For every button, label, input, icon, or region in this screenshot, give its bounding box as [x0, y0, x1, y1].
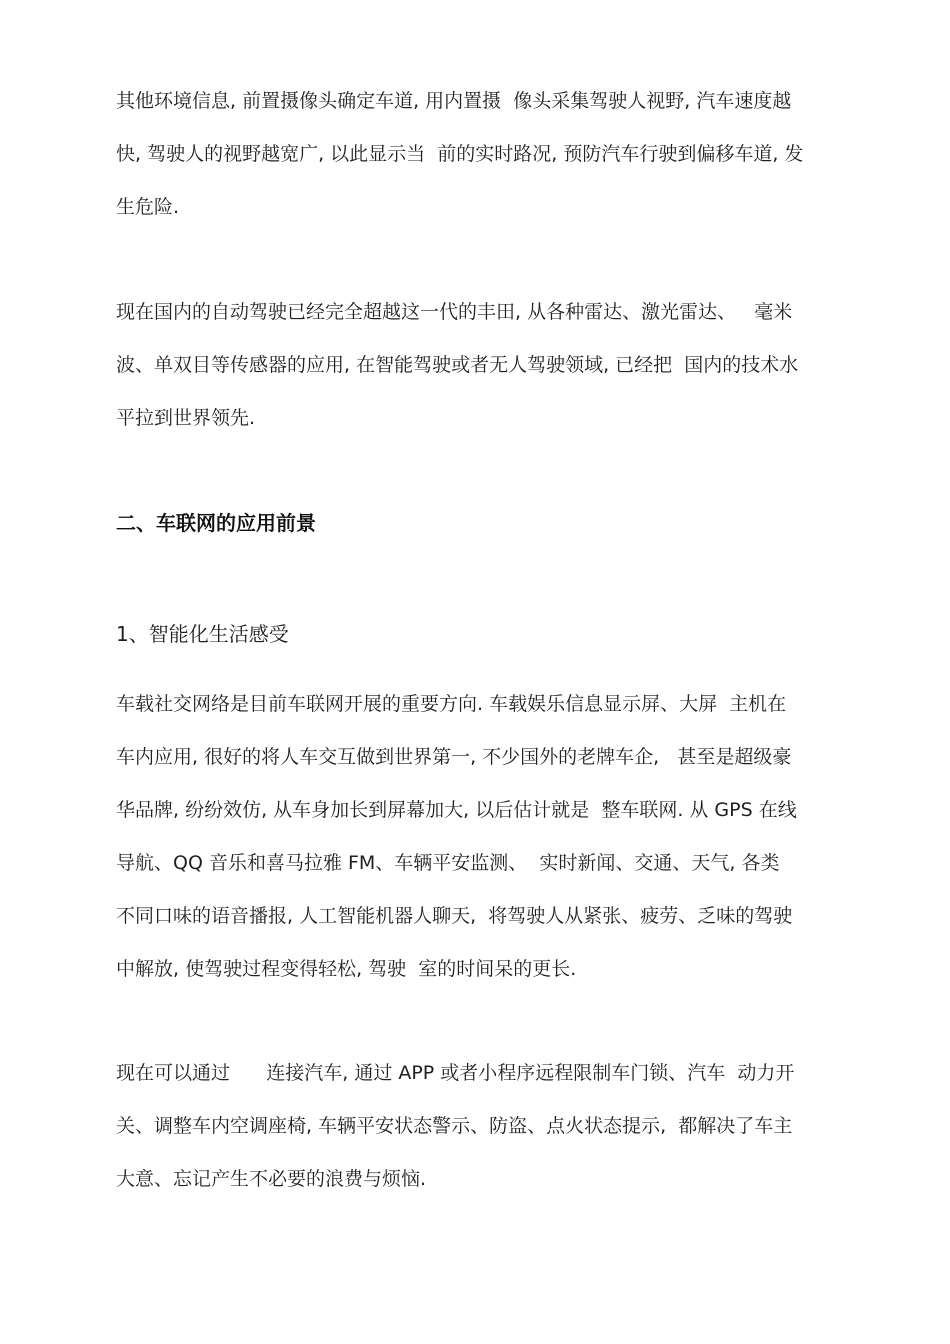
section-heading: 二、车联网的应用前景 [116, 511, 316, 535]
paragraph-3-line-6: 中解放, 使驾驶过程变得轻松, 驾驶 室的时间呆的更长. [116, 958, 577, 980]
paragraph-4-line-1: 现在可以通过 连接汽车, 通过 APP 或者小程序远程限制车门锁、汽车 动力开 [116, 1062, 795, 1084]
paragraph-4-line-3: 大意、忘记产生不必要的浪费与烦恼. [116, 1168, 427, 1190]
paragraph-2-line-3: 平拉到世界领先. [116, 407, 256, 429]
paragraph-3-line-4: 导航、QQ 音乐和喜马拉雅 FM、车辆平安监测、 实时新闻、交通、天气, 各类 [116, 852, 780, 874]
paragraph-3-line-1: 车载社交网络是目前车联网开展的重要方向. 车载娱乐信息显示屏、大屏 主机在 [116, 693, 787, 715]
paragraph-2-line-1: 现在国内的自动驾驶已经完全超越这一代的丰田, 从各种雷达、激光雷达、 毫米 [116, 301, 793, 323]
paragraph-4-line-2: 关、调整车内空调座椅, 车辆平安状态警示、防盗、点火状态提示, 都解决了车主 [116, 1115, 793, 1137]
paragraph-1-line-3: 生危险. [116, 196, 180, 218]
paragraph-1-line-1: 其他环境信息, 前置摄像头确定车道, 用内置摄 像头采集驾驶人视野, 汽车速度越 [116, 90, 792, 112]
paragraph-3-line-3: 华品牌, 纷纷效仿, 从车身加长到屏幕加大, 以后估计就是 整车联网. 从 GPS 在线 [116, 799, 797, 821]
paragraph-2-line-2: 波、单双目等传感器的应用, 在智能驾驶或者无人驾驶领域, 已经把 国内的技术水 [116, 354, 799, 376]
paragraph-1-line-2: 快, 驾驶人的视野越宽广, 以此显示当 前的实时路况, 预防汽车行驶到偏移车道, 发 [116, 143, 804, 165]
paragraph-3-line-2: 车内应用, 很好的将人车交互做到世界第一, 不少国外的老牌车企, 甚至是超级豪 [116, 746, 792, 768]
paragraph-3-line-5: 不同口味的语音播报, 人工智能机器人聊天, 将驾驶人从紧张、疲劳、乏味的驾驶 [116, 905, 793, 927]
subsection-heading: 1、智能化生活感受 [116, 622, 289, 646]
